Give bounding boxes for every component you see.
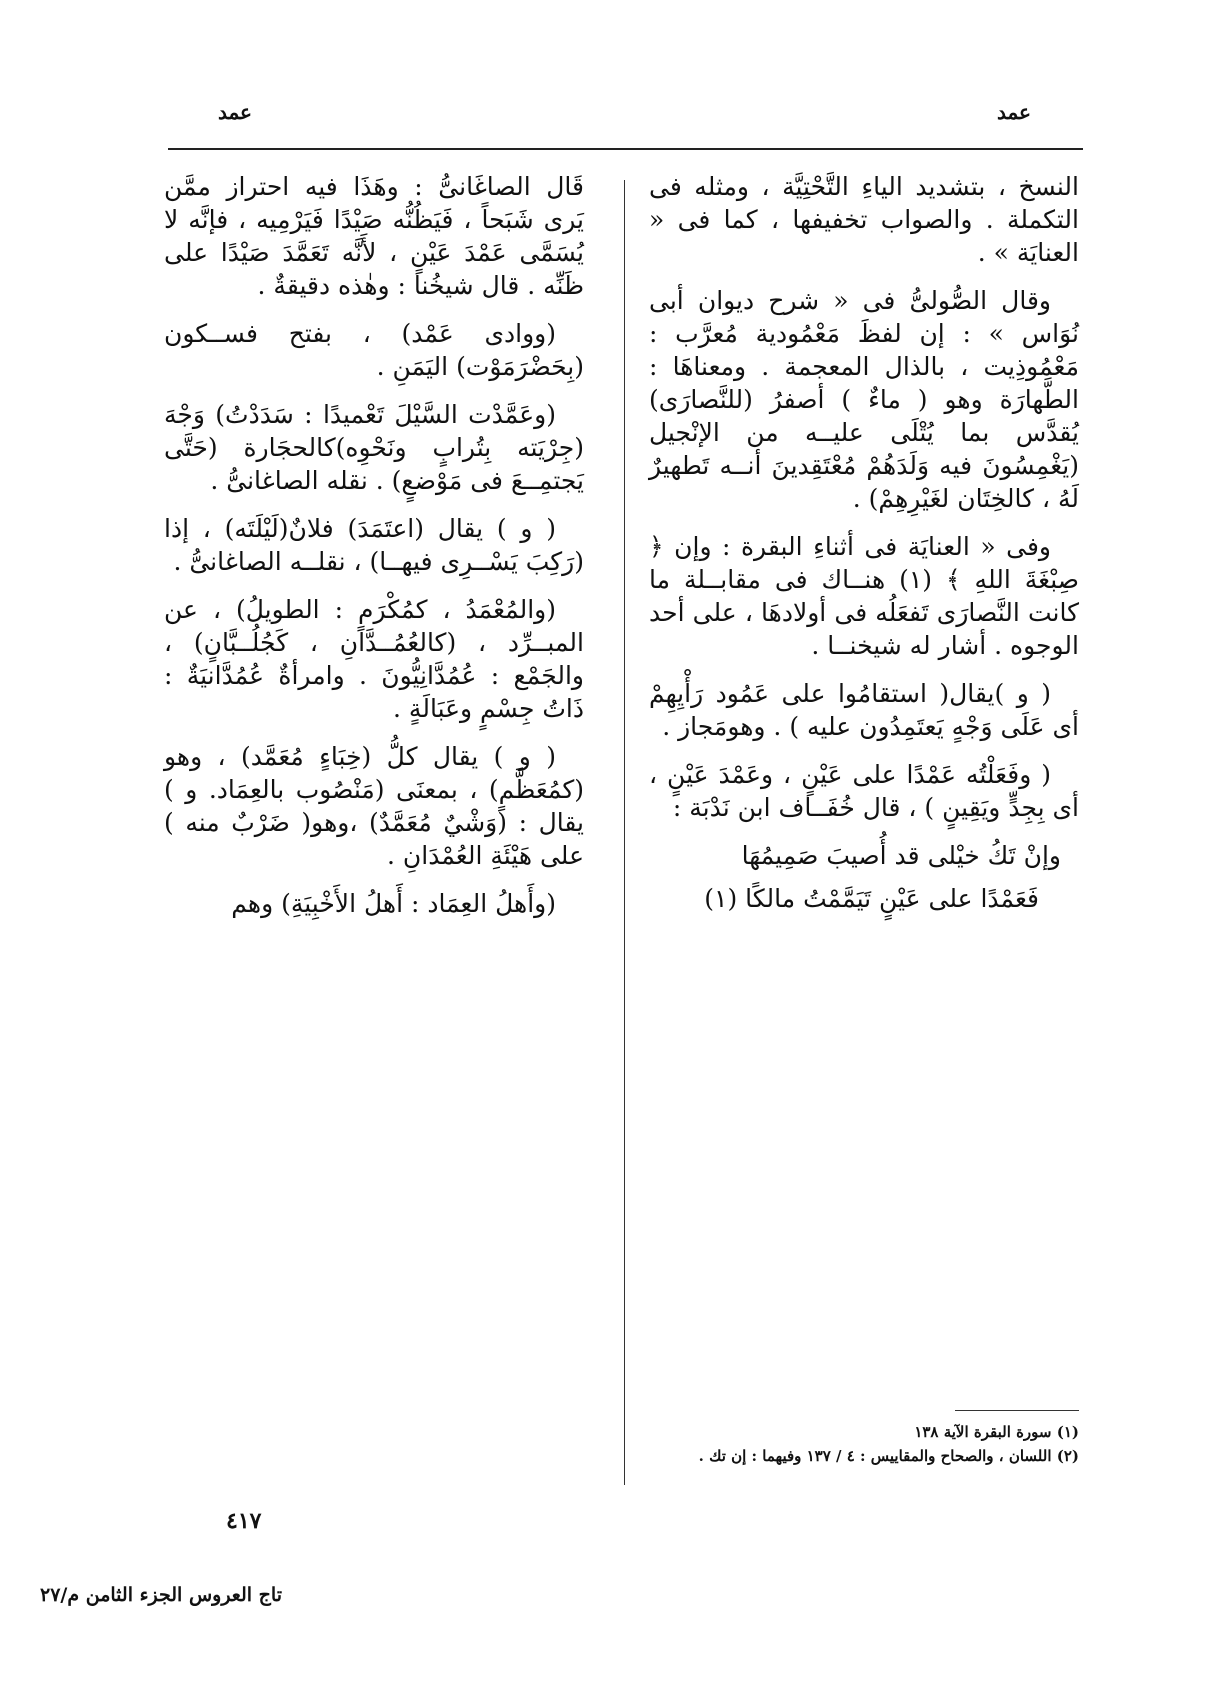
left-paragraph-5: (والمُعْمَدُ ، كمُكْرَمٍ : الطويلُ) ، عن المبــرِّد ، (كالعُمُــدَّانِ ، كَجُلُــبَّانٍ) ، والجَمْع : عُمُدَّانِيُّونَ . وامرأةٌ عُمُدَّانيَةٌ : ذَاتُ جِسْمٍ وعَبَالَةٍ . (164, 595, 584, 723)
running-head-left: عمد (218, 100, 252, 124)
printer-signature: تاج العروس الجزء الثامن م/٢٧ (40, 1584, 282, 1606)
footnote-1: (١) سورة البقرة الآية ١٣٨ (914, 1423, 1079, 1441)
right-paragraph-5: ( وفَعَلْتُه عَمْدًا على عَيْنٍ ، وعَمْدَ عَيْنٍ ، أى بِجِدٍّ ويَقِينٍ ) ، قال خُفَــاف ابن نَدْبَة : (649, 760, 1079, 822)
footnote-rule (955, 1410, 1079, 1411)
footnotes (649, 1420, 1079, 1468)
right-paragraph-2: وقال الصُّولىُّ فى « شرح ديوان أبى نُوَاس » : إن لفظَ مَعْمُودية مُعرَّب : مَعْمُوذِيت ، بالذال المعجمة . ومعناهَا : الطَّهارَة وهو ( ماءٌ ) أصفرُ (للنَّصارَى) يُقدَّس بما يُتْلَى عليــه من الإنْجيل (يَغْمِسُونَ فيه وَلَدَهُمْ مُعْتَقِدينَ أنــه تَطهيرٌ لَهُ ، كالخِتَان لغَيْرِهِمْ) . (649, 286, 1079, 513)
verse-line-1: وإنْ تَكُ خيْلى قد أُصيبَ صَمِيمُهَا (741, 841, 1061, 870)
right-paragraph-3: وفى « العنايَة فى أثناءِ البقرة : وإن ﴿ صِبْغَةَ اللهِ ﴾ (١) هنــاك فى مقابــلة ما كانت النَّصارَى تَفعَلُه فى أولادهَا ، على أحد الوجوه . أشار له شيخنــا . (649, 532, 1079, 660)
right-paragraph-1: النسخ ، بتشديد الياءِ التَّحْتِيَّة ، ومثله فى التكملة . والصواب تخفيفها ، كما فى « العنايَة » . (649, 172, 1079, 267)
footnote-2: (٢) اللسان ، والصحاح والمقاييس : ٤ / ١٣٧ وفيهما : إن تك . (698, 1447, 1079, 1465)
left-column (164, 170, 584, 935)
left-paragraph-6: ( و ) يقال كلُّ (خِبَاءٍ مُعَمَّد) ، وهو (كمُعَظَّمٍ) ، بمعنَى (مَنْصُوب بالعِمَاد. و ) يقال : (وَشْيٌ مُعَمَّدٌ) ،وهو( ضَرْبٌ منه ) على هَيْئَةِ العُمْدَانِ . (164, 742, 584, 870)
column-divider (624, 180, 625, 1485)
right-paragraph-4: ( و )يقال( استقامُوا على عَمُود رَأْيِهِمْ أى عَلَى وَجْهٍ يَعتَمِدُون عليه ) . وهومَجاز . (649, 679, 1079, 741)
verse-line-2: فَعَمْدًا على عَيْنٍ تَيَمَّمْتُ مالكًا (١) (704, 884, 1039, 913)
page-number: ٤١٧ (226, 1508, 262, 1534)
header-rule (168, 148, 1083, 150)
left-paragraph-7: (وأَهلُ العِمَاد : أَهلُ الأَخْبِيَةِ) وهم (231, 889, 556, 918)
left-paragraph-1: قَال الصاغَانىُّ : وهَذَا فيه احتراز ممَّن يَرى شَبَحاً ، فَيَظُنُّه صَيْدًا فَيَرْمِيه ، فإنَّه لا يُسَمَّى عَمْدَ عَيْنٍ ، لأَنَّه تَعَمَّدَ صَيْدًا على ظَنِّه . قال شيخُنا : وهٰذه دقيقةٌ . (164, 172, 584, 300)
right-column (649, 170, 1079, 915)
left-paragraph-4: ( و ) يقال (اعتَمَدَ) فلانٌ(لَيْلَتَه) ، إذا (رَكِبَ يَسْــرِى فيهــا) ، نقلــه الصاغانىُّ . (164, 514, 584, 576)
left-paragraph-3: (وعَمَّدْت السَّيْلَ تَعْميدًا : سَدَدْتُ) وَجْهَ (جِرْيَته بِتُرابٍ ونَحْوِه)كالحجَارة (حَتَّى يَجتمِــعَ فى مَوْضعٍ) . نقله الصاغانىُّ . (164, 400, 584, 495)
running-head-right: عمد (997, 100, 1031, 124)
left-paragraph-2: (ووادى عَمْد) ، بفتح فســكون (بِحَضْرَمَوْت) اليَمَنِ . (164, 319, 584, 381)
